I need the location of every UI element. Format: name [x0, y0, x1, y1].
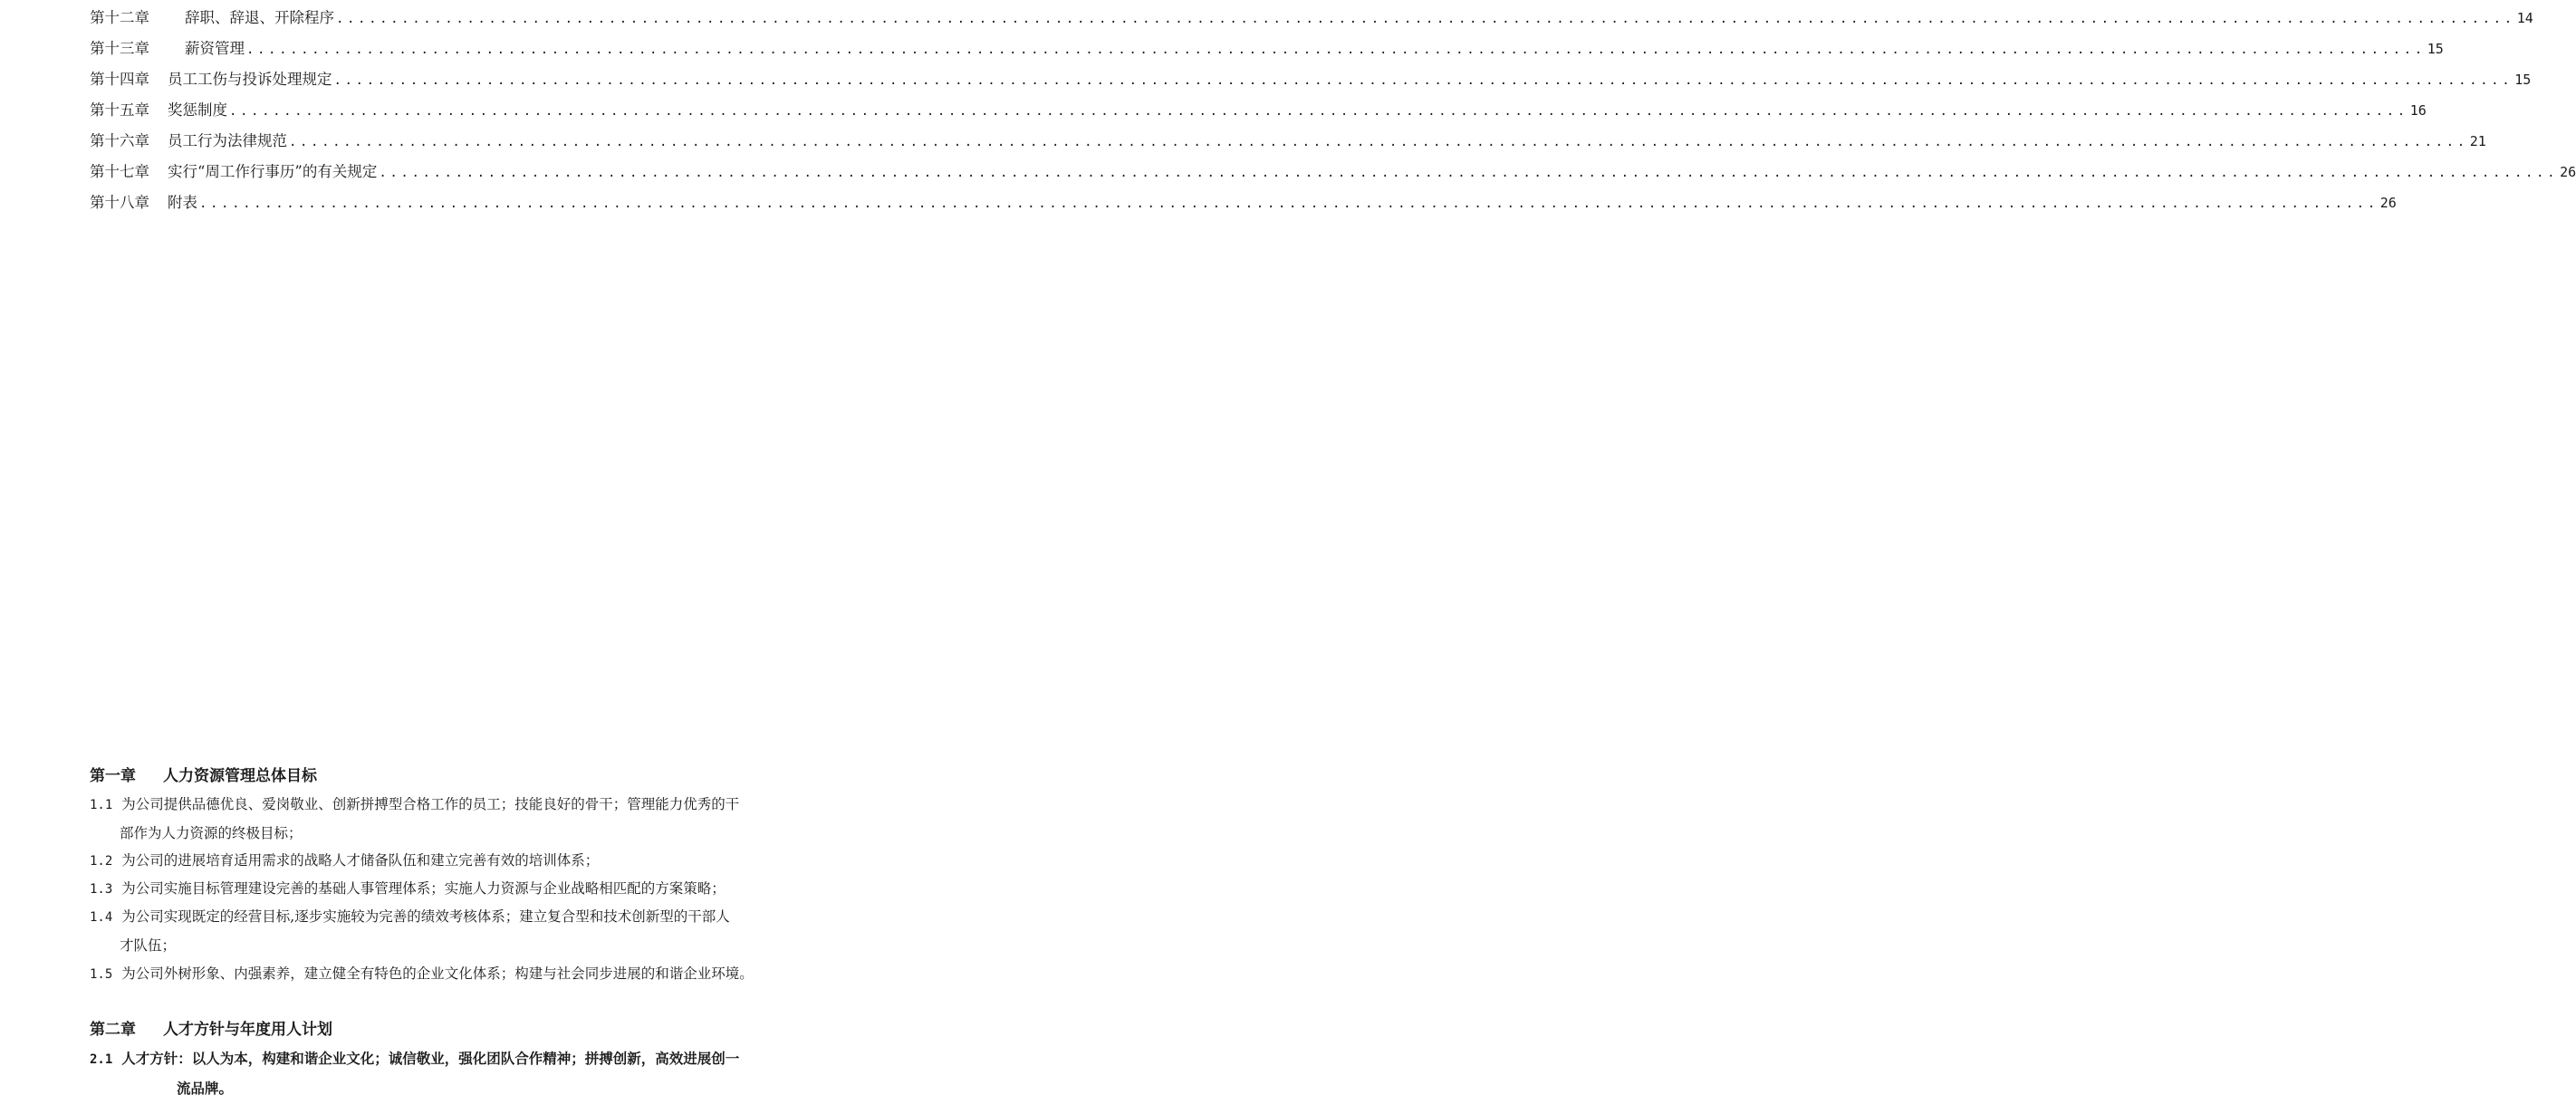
- toc-chapter-number: 第十六章: [90, 132, 149, 149]
- toc-leader-dots: ........................................................................................................................................................................................................: [336, 12, 2515, 26]
- toc-page-number: 26: [2379, 195, 2397, 211]
- toc-page-number: 15: [2427, 41, 2444, 57]
- chapter-number: 第二章: [90, 1021, 136, 1039]
- toc-page-number: 16: [2409, 102, 2427, 119]
- toc-page-number: 14: [2516, 10, 2533, 26]
- paragraph-number: 2.1: [90, 1052, 113, 1067]
- paragraph-text: 为公司外树形象、内强素养，建立健全有特色的企业文化体系；构建与社会同步进展的和谐企业环境。: [121, 965, 754, 982]
- numbered-paragraph: [90, 960, 778, 989]
- toc-leader-dots: ........................................................................................................................................................................................................: [333, 73, 2514, 88]
- toc-title: 附表: [168, 194, 197, 211]
- numbered-paragraph: [90, 903, 778, 960]
- toc-leader-dots: ........................................................................................................................................................................................................: [379, 166, 2559, 180]
- toc-page-number: 21: [2469, 133, 2486, 149]
- toc-chapter-number: 第十七章: [90, 163, 149, 180]
- toc-entry[interactable]: [90, 191, 2397, 215]
- toc-title: 奖惩制度: [168, 101, 227, 119]
- chapter-number: 第一章: [90, 767, 136, 785]
- chapter-heading: [90, 764, 317, 788]
- toc-leader-dots: ........................................................................................................................................................................................................: [229, 104, 2408, 119]
- toc-page-number: 15: [2514, 72, 2532, 88]
- toc-entry[interactable]: [90, 68, 2532, 91]
- toc-entry[interactable]: [90, 130, 2486, 153]
- toc-chapter-number: 第十五章: [90, 101, 149, 119]
- paragraph-number: 1.3: [90, 882, 113, 897]
- chapter-title: 人力资源管理总体目标: [163, 767, 317, 785]
- paragraph-number: 1.1: [90, 798, 113, 812]
- toc-leader-dots: ........................................................................................................................................................................................................: [289, 135, 2468, 149]
- numbered-paragraph: [90, 791, 778, 848]
- toc-chapter-number: 第十三章: [90, 40, 149, 57]
- numbered-paragraph: [90, 1044, 778, 1102]
- paragraph-text-continued: 流品牌。: [177, 1080, 234, 1097]
- paragraph-text-continued: 才队伍；: [120, 937, 177, 954]
- toc-title: 薪资管理: [185, 40, 245, 57]
- toc-leader-dots: ........................................................................................................................................................................................................: [199, 197, 2379, 211]
- numbered-paragraph: [90, 875, 778, 904]
- toc-page-number: 26: [2560, 164, 2576, 180]
- chapter-heading: [90, 1018, 332, 1042]
- toc-title: 辞职、辞退、开除程序: [185, 9, 334, 26]
- paragraph-text-continued: 部作为人力资源的终极目标；: [120, 825, 303, 841]
- toc-title: 员工行为法律规范: [168, 132, 287, 149]
- paragraph-number: 1.2: [90, 854, 113, 869]
- paragraph-text: 为公司实施目标管理建设完善的基础人事管理体系；实施人力资源与企业战略相匹配的方案策略；: [121, 880, 726, 897]
- toc-chapter-number: 第十二章: [90, 9, 149, 26]
- paragraph-number: 1.4: [90, 910, 113, 925]
- toc-leader-dots: ........................................................................................................................................................................................................: [246, 43, 2426, 57]
- toc-title: 员工工伤与投诉处理规定: [168, 71, 332, 88]
- paragraph-text: 为公司提供品德优良、爱岗敬业、创新拼搏型合格工作的员工；技能良好的骨干；管理能力优秀的干: [121, 796, 740, 812]
- toc-entry[interactable]: [90, 37, 2444, 61]
- chapter-title: 人才方针与年度用人计划: [163, 1021, 332, 1039]
- toc-title: 实行“周工作行事历”的有关规定: [168, 163, 378, 180]
- toc-chapter-number: 第十八章: [90, 194, 149, 211]
- paragraph-text: 人才方针：以人为本，构建和谐企业文化；诚信敬业，强化团队合作精神；拼搏创新，高效进展创一: [121, 1050, 740, 1067]
- toc-entry[interactable]: [90, 6, 2533, 30]
- toc-entry[interactable]: [90, 160, 2576, 184]
- numbered-paragraph: [90, 847, 778, 876]
- toc-chapter-number: 第十四章: [90, 71, 149, 88]
- toc-entry[interactable]: [90, 99, 2427, 122]
- paragraph-text: 为公司实现既定的经营目标,逐步实施较为完善的绩效考核体系；建立复合型和技术创新型的干部人: [121, 908, 730, 925]
- paragraph-number: 1.5: [90, 967, 113, 982]
- paragraph-text: 为公司的进展培育适用需求的战略人才储备队伍和建立完善有效的培训体系；: [121, 852, 600, 869]
